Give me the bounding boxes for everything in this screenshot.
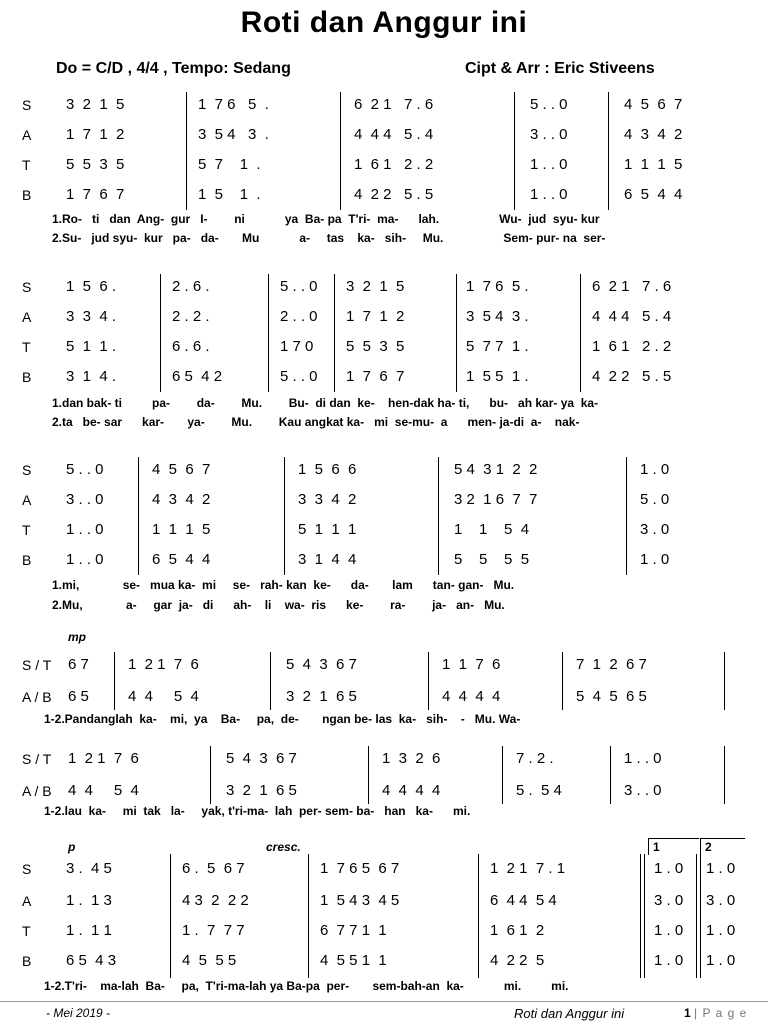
- staff-row-alto: [0, 300, 768, 334]
- measure: 1 7 6 5 .: [198, 96, 269, 113]
- measure: 1 7 6 7: [66, 186, 125, 203]
- bar-line: [428, 652, 429, 710]
- voice-label: A / B: [22, 689, 52, 705]
- measure: 3 2 1 6 5: [286, 688, 357, 705]
- measure: 4 4 5 4: [68, 782, 139, 799]
- measure: 1 . . 0: [624, 750, 662, 767]
- measure: 1 1 7 6: [442, 656, 501, 673]
- measure: 5 5 3 5: [66, 156, 125, 173]
- measure: 5 5 5 5: [454, 551, 530, 568]
- measure: 1 7 6 7: [346, 368, 405, 385]
- bar-line: [284, 457, 285, 575]
- staff-row-tenor: [0, 513, 768, 547]
- measure: 1 6 1 2 . 2: [354, 156, 434, 173]
- measure: 5 4 3 1 2 2: [454, 461, 538, 478]
- measure: 1 5 6 .: [66, 278, 117, 295]
- measure: 1 2 1 7 6: [128, 656, 199, 673]
- voice-label: A: [22, 309, 32, 325]
- measure: 5 7 1 .: [198, 156, 261, 173]
- measure: 1 . 0: [640, 551, 670, 568]
- measure: 3 . 0: [640, 521, 670, 538]
- measure: 1 7 6 5 .: [466, 278, 529, 295]
- measure: 1 2 1 7 6: [68, 750, 139, 767]
- measure: 5 . 5 4: [516, 782, 562, 799]
- measure: 5 4 3 6 7: [286, 656, 357, 673]
- bar-line: [608, 92, 609, 210]
- bar-line: [478, 854, 479, 978]
- bar-line: [724, 652, 725, 710]
- measure: 1 . . 0: [530, 186, 568, 203]
- bar-line: [640, 854, 641, 978]
- measure: 6 5 4 3: [66, 952, 117, 969]
- bar-line: [268, 274, 269, 392]
- bar-line: [696, 854, 697, 978]
- measure: 1 7 0: [280, 338, 314, 355]
- measure: 1 2 1 7 . 1: [490, 860, 566, 877]
- bar-line: [138, 457, 139, 575]
- staff-row-alto: [0, 118, 768, 152]
- measure: 1 5 4 3 4 5: [320, 892, 400, 909]
- measure: 1 . 0: [706, 922, 736, 939]
- measure: 1 . 0: [706, 952, 736, 969]
- bar-line: [438, 457, 439, 575]
- staff-row-soprano: [0, 88, 768, 122]
- measure: 5 . . 0: [66, 461, 104, 478]
- dynamic-mark-p: p: [68, 840, 76, 854]
- measure: 2 . 6 .: [172, 278, 210, 295]
- measure: 1 . 0: [654, 952, 684, 969]
- measure: 1 3 2 6: [382, 750, 441, 767]
- measure: 7 1 2 6 7: [576, 656, 647, 673]
- measure: 2 . . 0: [280, 308, 318, 325]
- measure: 1 . 0: [654, 860, 684, 877]
- measure: 1 7 1 2: [346, 308, 405, 325]
- measure: 5 . . 0: [280, 368, 318, 385]
- voice-label: S: [22, 462, 32, 478]
- measure: 1 . 7 7 7: [182, 922, 245, 939]
- voice-label: S: [22, 97, 32, 113]
- measure: 4 2 2 5 . 5: [354, 186, 434, 203]
- measure: 1 7 6 5 6 7: [320, 860, 400, 877]
- staff-row-tenor: [0, 914, 768, 948]
- measure: 1 1 1 5: [152, 521, 211, 538]
- bar-line: [160, 274, 161, 392]
- measure: 5 1 1 .: [66, 338, 117, 355]
- staff-row-bass: [0, 944, 768, 978]
- measure: 5 4 5 6 5: [576, 688, 647, 705]
- bar-line: [580, 274, 581, 392]
- measure: 4 5 6 7: [624, 96, 683, 113]
- measure: 3 . 0: [706, 892, 736, 909]
- repeat-bar-line: [700, 854, 701, 978]
- measure: 4 4 4 4: [382, 782, 441, 799]
- dynamic-mark: mp: [68, 630, 86, 644]
- measure: 6 7: [68, 656, 89, 673]
- measure: 4 5 5 5: [182, 952, 237, 969]
- bar-line: [270, 652, 271, 710]
- lyric-line: 2.ta be- sar kar- ya- Mu. Kau angkat ka- mi se-mu- a men- ja-di a- nak-: [52, 415, 580, 429]
- measure: 4 5 5 1 1: [320, 952, 387, 969]
- composer-credit: Cipt & Arr : Eric Stiveens: [465, 60, 655, 77]
- measure: 4 3 4 2: [152, 491, 211, 508]
- bar-line: [210, 746, 211, 804]
- measure: 1 6 1 2: [490, 922, 545, 939]
- bar-line: [502, 746, 503, 804]
- measure: 5 4 3 6 7: [226, 750, 297, 767]
- song-title: Roti dan Anggur ini: [240, 6, 528, 39]
- bar-line: [186, 92, 187, 210]
- measure: 6 2 1 7 . 6: [592, 278, 672, 295]
- voice-label: T: [22, 157, 31, 173]
- bar-line: [610, 746, 611, 804]
- voice-label: B: [22, 187, 32, 203]
- key-time-tempo: Do = C/D , 4/4 , Tempo: Sedang: [56, 60, 291, 77]
- measure: 6 5: [68, 688, 89, 705]
- measure: 3 2 1 6 7 7: [454, 491, 538, 508]
- measure: 1 1 1 5: [624, 156, 683, 173]
- measure: 1 5 6 6: [298, 461, 357, 478]
- lyric-line: 1-2.Pandanglah ka- mi, ya Ba- pa, de- ngan be- las ka- sih- - Mu. Wa-: [44, 712, 521, 726]
- bar-line: [368, 746, 369, 804]
- measure: 4 4 4 4: [442, 688, 501, 705]
- measure: 7 . 2 .: [516, 750, 554, 767]
- staff-row-alto: [0, 884, 768, 918]
- measure: 1 . . 0: [66, 521, 104, 538]
- voice-label: T: [22, 522, 31, 538]
- staff-row-soprano: [0, 852, 768, 886]
- measure: 1 7 1 2: [66, 126, 125, 143]
- measure: 6 7 7 1 1: [320, 922, 387, 939]
- measure: 1 . . 0: [530, 156, 568, 173]
- measure: 3 . . 0: [624, 782, 662, 799]
- measure: 1 . 0: [706, 860, 736, 877]
- measure: 1 . 1 1: [66, 922, 112, 939]
- voice-label: B: [22, 953, 32, 969]
- staff-row-bass: [0, 543, 768, 577]
- voice-label: T: [22, 923, 31, 939]
- page-footer: [0, 1001, 768, 1024]
- voice-label: B: [22, 369, 32, 385]
- measure: 1 6 1 2 . 2: [592, 338, 672, 355]
- measure: 1 5 1 .: [198, 186, 261, 203]
- measure: 6 5 4 2: [172, 368, 223, 385]
- bar-line: [724, 746, 725, 804]
- measure: 4 5 6 7: [152, 461, 211, 478]
- lyric-line: 1-2.T'ri- ma-lah Ba- pa, T'ri-ma-lah ya Ba-pa per- sem-bah-an ka- mi. mi.: [44, 979, 569, 993]
- measure: 4 4 4 5 . 4: [592, 308, 672, 325]
- lyric-line: 2.Mu, a- gar ja- di ah- li wa- ris ke- ra- ja- an- Mu.: [52, 598, 505, 612]
- measure: 4 3 2 2 2: [182, 892, 249, 909]
- measure: 5 . 0: [640, 491, 670, 508]
- measure: 1 5 5 1 .: [466, 368, 529, 385]
- measure: 5 . . 0: [530, 96, 568, 113]
- staff-row-alto: [0, 483, 768, 517]
- bar-line: [562, 652, 563, 710]
- lyric-line: 1-2.lau ka- mi tak la- yak, t'ri-ma- lah per- sem- ba- han ka- mi.: [44, 804, 471, 818]
- lyric-line: 1.dan bak- ti pa- da- Mu. Bu- di dan ke- hen-dak ha- ti, bu- ah kar- ya ka-: [52, 396, 599, 410]
- measure: 3 2 1 5: [346, 278, 405, 295]
- footer-page: [684, 1006, 747, 1020]
- measure: 3 3 4 2: [298, 491, 357, 508]
- dynamic-mark-cresc: cresc.: [266, 840, 301, 854]
- bar-line: [170, 854, 171, 978]
- bar-line: [114, 652, 115, 710]
- measure: 3 . . 0: [530, 126, 568, 143]
- voice-label: A: [22, 893, 32, 909]
- bar-line: [626, 457, 627, 575]
- staff-row-soprano: [0, 270, 768, 304]
- volta-bracket-2: 2: [700, 838, 745, 855]
- measure: 3 2 1 6 5: [226, 782, 297, 799]
- footer-title: Roti dan Anggur ini: [514, 1006, 625, 1021]
- measure: 3 . 0: [654, 892, 684, 909]
- measure: 2 . 2 .: [172, 308, 210, 325]
- measure: 6 . 5 6 7: [182, 860, 245, 877]
- voice-label: S / T: [22, 657, 52, 673]
- measure: 5 5 3 5: [346, 338, 405, 355]
- measure: 4 4 4 5 . 4: [354, 126, 434, 143]
- measure: 3 5 4 3 .: [198, 126, 269, 143]
- measure: 3 . . 0: [66, 491, 104, 508]
- staff-row-tenor: [0, 330, 768, 364]
- bar-line: [340, 92, 341, 210]
- measure: 6 5 4 4: [152, 551, 211, 568]
- voice-label: A: [22, 492, 32, 508]
- bar-line: [456, 274, 457, 392]
- voice-label: A: [22, 127, 32, 143]
- repeat-bar-line: [644, 854, 645, 978]
- lyric-line: 1.mi, se- mua ka- mi se- rah- kan ke- da- lam tan- gan- Mu.: [52, 578, 515, 592]
- voice-label: B: [22, 552, 32, 568]
- measure: 5 7 7 1 .: [466, 338, 529, 355]
- measure: 3 5 4 3 .: [466, 308, 529, 325]
- measure: 6 5 4 4: [624, 186, 683, 203]
- staff-row-tenor: [0, 148, 768, 182]
- staff-row-soprano-tenor: [0, 742, 768, 776]
- voice-label: S: [22, 861, 32, 877]
- measure: 4 3 4 2: [624, 126, 683, 143]
- measure: 4 2 2 5: [490, 952, 545, 969]
- measure: 3 1 4 4: [298, 551, 357, 568]
- measure: 4 2 2 5 . 5: [592, 368, 672, 385]
- measure: 5 . . 0: [280, 278, 318, 295]
- measure: 3 . 4 5: [66, 860, 112, 877]
- measure: 1 1 5 4: [454, 521, 530, 538]
- measure: 1 . . 0: [66, 551, 104, 568]
- measure: 6 2 1 7 . 6: [354, 96, 434, 113]
- voice-label: T: [22, 339, 31, 355]
- voice-label: S: [22, 279, 32, 295]
- measure: 1 . 0: [654, 922, 684, 939]
- footer-date: - Mei 2019 -: [46, 1006, 111, 1020]
- lyric-line: 1.Ro- ti dan Ang- gur I- ni ya Ba- pa T'ri- ma- lah. Wu- jud syu- kur: [52, 212, 600, 226]
- measure: 3 3 4 .: [66, 308, 117, 325]
- measure: 1 . 0: [640, 461, 670, 478]
- bar-line: [334, 274, 335, 392]
- staff-row-soprano: [0, 453, 768, 487]
- staff-row-bass: [0, 360, 768, 394]
- measure: 4 4 5 4: [128, 688, 199, 705]
- page-number: 1: [684, 1006, 691, 1020]
- bar-line: [308, 854, 309, 978]
- measure: 6 4 4 5 4: [490, 892, 557, 909]
- voice-label: A / B: [22, 783, 52, 799]
- measure: 1 . 1 3: [66, 892, 112, 909]
- measure: 6 . 6 .: [172, 338, 210, 355]
- measure: 3 1 4 .: [66, 368, 117, 385]
- volta-bracket-1: 1: [648, 838, 699, 855]
- page-label: | P a g e: [694, 1006, 748, 1020]
- measure: 3 2 1 5: [66, 96, 125, 113]
- voice-label: S / T: [22, 751, 52, 767]
- bar-line: [514, 92, 515, 210]
- staff-row-bass: [0, 178, 768, 212]
- lyric-line: 2.Su- jud syu- kur pa- da- Mu a- tas ka- sih- Mu. Sem- pur- na ser-: [52, 231, 606, 245]
- measure: 5 1 1 1: [298, 521, 357, 538]
